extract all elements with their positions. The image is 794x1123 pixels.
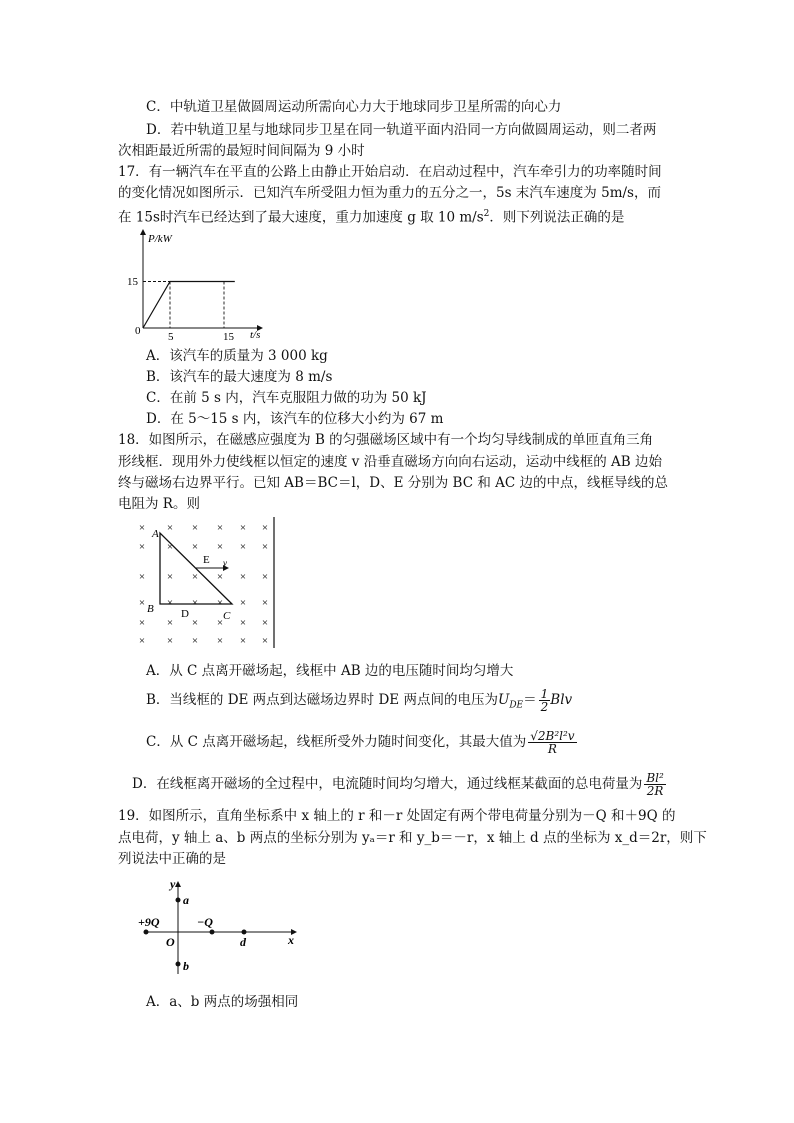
label-v: v	[223, 558, 227, 568]
q17-power-time-chart	[124, 224, 274, 346]
field-cross-mark: ×	[261, 571, 269, 583]
q17-stem-line3-a: 在 15s时汽车已经达到了最大速度，重力加速度 g 取 10 m/s	[118, 209, 484, 226]
charge-plus9q-dot	[144, 930, 149, 935]
q18-stem-line1: 18．如图所示，在磁感应强度为 B 的匀强磁场区域中有一个均匀导线制成的单匝直角三角	[118, 432, 654, 448]
q17-option-b: B．该汽车的最大速度为 8 m/s	[146, 369, 333, 385]
field-cross-mark: ×	[191, 522, 199, 534]
fraction-numerator: 1	[540, 687, 549, 701]
label-B: B	[147, 603, 154, 615]
fraction-numerator: Bl²	[646, 771, 664, 785]
x-tick-label-2: 15	[223, 331, 234, 343]
field-cross-mark: ×	[216, 635, 224, 647]
q17-stem-line1: 17．有一辆汽车在平直的公路上由静止开始启动．在启动过程中，汽车牵引力的功率随时间	[118, 164, 662, 180]
field-cross-mark: ×	[216, 541, 224, 553]
q17-stem-line2: 的变化情况如图所示．已知汽车所受阻力恒为重力的五分之一，5s 末汽车速度为 5m/s，而	[118, 185, 661, 201]
label-C: C	[223, 610, 231, 622]
field-cross-mark: ×	[138, 635, 146, 647]
field-cross-mark: ×	[261, 541, 269, 553]
q18-option-d-text: D．在线框离开磁场的全过程中，电流随时间均匀增大，通过线框某截面的总电荷量为	[132, 776, 643, 792]
fraction-denominator: 2R	[646, 784, 664, 798]
q16-option-c: C．中轨道卫星做圆周运动所需向心力大于地球同步卫星所需的向心力	[146, 99, 562, 115]
point-a-label: a	[183, 893, 189, 907]
q19-coordinate-figure	[136, 876, 306, 976]
point-d-label: d	[240, 935, 246, 949]
field-cross-mark: ×	[166, 597, 174, 609]
field-cross-mark: ×	[239, 571, 247, 583]
q17-plot-area	[143, 282, 235, 329]
field-cross-mark: ×	[138, 617, 146, 629]
field-cross-mark: ×	[261, 635, 269, 647]
q18-option-c	[146, 729, 577, 755]
q18-option-c-fraction	[528, 730, 576, 755]
q16-option-d-line2: 次相距最近所需的最短时间间隔为 9 小时	[118, 143, 365, 159]
charge-minusq-label: −Q	[197, 915, 213, 929]
q19-stem-line3: 列说法中正确的是	[118, 851, 226, 867]
point-d-dot	[242, 930, 247, 935]
field-cross-mark: ×	[166, 635, 174, 647]
y-axis-label: y	[170, 877, 176, 891]
field-crosses	[139, 522, 268, 647]
field-cross-mark: ×	[166, 541, 174, 553]
x-tick-label-1: 5	[168, 331, 174, 343]
label-D: D	[181, 608, 189, 620]
q16-option-d-line1: D．若中轨道卫星与地球同步卫星在同一轨道平面内沿同一方向做圆周运动，则二者两	[146, 122, 657, 138]
origin-label: 0	[135, 325, 141, 337]
q18-option-b-fraction	[539, 688, 551, 713]
q18-option-d	[132, 771, 666, 797]
field-cross-mark: ×	[166, 617, 174, 629]
origin-label: O	[166, 935, 175, 949]
q18-option-a: A．从 C 点离开磁场起，线框中 AB 边的电压随时间均匀增大	[146, 663, 514, 679]
q18-option-b-eq: ＝	[523, 692, 537, 708]
q18-stem-line4: 电阻为 R。则	[118, 496, 200, 512]
q18-option-d-fraction	[644, 772, 665, 797]
field-cross-mark: ×	[239, 597, 247, 609]
field-cross-mark: ×	[216, 617, 224, 629]
field-cross-mark: ×	[138, 541, 146, 553]
q18-option-b-tail: Blv	[550, 692, 573, 708]
field-cross-mark: ×	[239, 541, 247, 553]
field-cross-mark: ×	[191, 597, 199, 609]
field-cross-mark: ×	[239, 635, 247, 647]
field-cross-mark: ×	[138, 597, 146, 609]
x-axis-label: x	[288, 933, 294, 947]
fraction-denominator: 2	[540, 700, 549, 714]
fraction-numerator: √2B²l²v	[530, 729, 575, 743]
q18-option-b-u: U	[497, 692, 510, 708]
q18-stem-line2: 形线框．现用外力使线框以恒定的速度 v 沿垂直磁场方向向右运动，运动中线框的 AB 边始	[118, 454, 662, 470]
field-cross-mark: ×	[191, 571, 199, 583]
field-cross-mark: ×	[138, 571, 146, 583]
point-b-dot	[176, 962, 181, 967]
charge-minusq-dot	[210, 930, 215, 935]
y-axis-label: P/kW	[148, 233, 172, 245]
point-a-dot	[176, 898, 181, 903]
field-cross-mark: ×	[191, 617, 199, 629]
power-series-line	[143, 282, 235, 329]
field-cross-mark: ×	[166, 571, 174, 583]
q18-option-b-text: B．当线框的 DE 两点到达磁场边界时 DE 两点间的电压为	[146, 692, 498, 708]
y-tick-label: 15	[127, 276, 138, 288]
label-E: E	[203, 554, 210, 566]
q18-stem-line3: 终与磁场右边界平行。已知 AB＝BC＝l，D、E 分别为 BC 和 AC 边的中点，线框导线的总	[118, 475, 668, 491]
field-cross-mark: ×	[261, 617, 269, 629]
q17-stem-line3-b: ．则下列说法正确的是	[489, 209, 625, 226]
field-cross-mark: ×	[216, 571, 224, 583]
x-axis-label: t/s	[250, 329, 261, 341]
q19-option-a: A．a、b 两点的场强相同	[146, 994, 299, 1010]
field-cross-mark: ×	[191, 635, 199, 647]
field-cross-mark: ×	[261, 597, 269, 609]
q19-stem-line1: 19．如图所示，直角坐标系中 x 轴上的 r 和－r 处固定有两个带电荷量分别为－Q 和＋9Q 的	[118, 808, 676, 824]
field-cross-mark: ×	[216, 597, 224, 609]
q17-option-d: D．在 5～15 s 内，该汽车的位移大小约为 67 m	[146, 411, 444, 427]
q19-stem-line2: 点电荷，y 轴上 a、b 两点的坐标分别为 yₐ＝r 和 y_b＝－r，x 轴上 d 点的坐标为 x_d＝2r，则下	[118, 830, 707, 846]
q18-option-c-text: C．从 C 点离开磁场起，线框所受外力随时间变化，其最大值为	[146, 734, 527, 750]
field-cross-mark: ×	[216, 522, 224, 534]
label-A: A	[152, 528, 159, 540]
q18-option-b-sub: DE	[509, 700, 524, 711]
q18-field-figure	[132, 515, 282, 650]
field-cross-mark: ×	[239, 617, 247, 629]
field-cross-mark: ×	[166, 522, 174, 534]
q18-option-b	[146, 688, 572, 718]
charge-plus9q-label: +9Q	[138, 915, 160, 929]
field-cross-mark: ×	[138, 522, 146, 534]
q17-option-c: C．在前 5 s 内，汽车克服阻力做的功为 50 kJ	[146, 390, 427, 406]
q17-stem-sup: 2	[483, 209, 490, 219]
field-cross-mark: ×	[191, 541, 199, 553]
fraction-denominator: R	[547, 742, 557, 756]
field-cross-mark: ×	[239, 522, 247, 534]
point-b-label: b	[183, 959, 189, 973]
field-cross-mark: ×	[261, 522, 269, 534]
q17-option-a: A．该汽车的质量为 3 000 kg	[146, 348, 328, 364]
